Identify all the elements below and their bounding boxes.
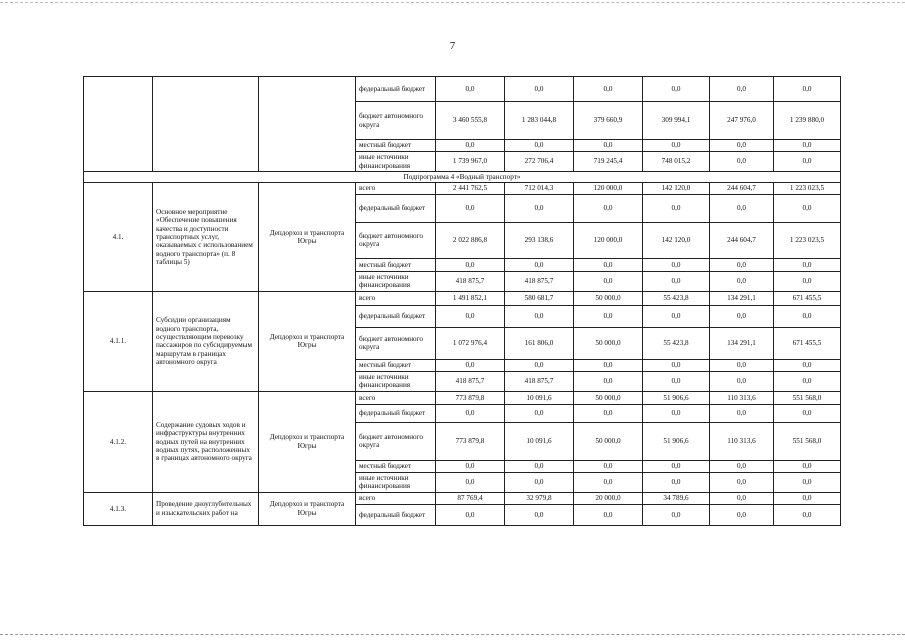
funding-source: федеральный бюджет [356, 194, 436, 222]
value-cell: 0,0 [643, 271, 710, 291]
value-cell: 293 138,6 [505, 222, 574, 258]
value-cell: 0,0 [774, 77, 841, 102]
value-cell: 0,0 [505, 404, 574, 422]
table-row [84, 391, 841, 404]
funding-source: всего [356, 391, 436, 404]
value-cell: 0,0 [710, 371, 774, 391]
value-cell: 0,0 [643, 140, 710, 152]
value-cell: 244 604,7 [710, 222, 774, 258]
subprogram-row [84, 172, 841, 183]
value-cell: 1 072 976,4 [436, 327, 505, 359]
funding-table-body [84, 77, 841, 526]
item-name: Субсидии организациям водного транспорта, осуществляющим перевозку пассажиров по субсидируемым маршрутам в границах автономного округа [153, 291, 259, 391]
value-cell: 1 239 880,0 [774, 102, 841, 140]
value-cell: 748 015,2 [643, 152, 710, 172]
value-cell: 51 906,6 [643, 422, 710, 460]
value-cell: 0,0 [643, 77, 710, 102]
value-cell: 0,0 [574, 359, 643, 371]
value-cell: 0,0 [643, 305, 710, 327]
value-cell: 55 423,8 [643, 291, 710, 305]
value-cell: 0,0 [436, 359, 505, 371]
value-cell: 0,0 [774, 404, 841, 422]
value-cell: 0,0 [436, 140, 505, 152]
scan-top-edge [0, 2, 905, 4]
funding-source: федеральный бюджет [356, 305, 436, 327]
value-cell: 309 994,1 [643, 102, 710, 140]
funding-source: иные источники финансирования [356, 152, 436, 172]
value-cell: 0,0 [710, 359, 774, 371]
value-cell: 0,0 [574, 305, 643, 327]
item-name: Содержание судовых ходов и инфраструктуры внутренних водных путей на внутренних водных путях, расположенных в границах автономного округа [153, 391, 259, 492]
value-cell: 0,0 [574, 472, 643, 492]
value-cell: 0,0 [774, 305, 841, 327]
value-cell: 247 976,0 [710, 102, 774, 140]
value-cell: 719 245,4 [574, 152, 643, 172]
value-cell: 0,0 [774, 152, 841, 172]
value-cell: 0,0 [505, 140, 574, 152]
value-cell: 134 291,1 [710, 291, 774, 305]
value-cell: 0,0 [436, 504, 505, 525]
value-cell: 0,0 [710, 271, 774, 291]
value-cell: 0,0 [505, 305, 574, 327]
responsible-executor: Депдорхоз и транспорта Югры [259, 492, 356, 525]
value-cell: 0,0 [774, 140, 841, 152]
funding-source: федеральный бюджет [356, 404, 436, 422]
funding-source: бюджет автономного округа [356, 222, 436, 258]
value-cell: 0,0 [710, 492, 774, 504]
value-cell: 0,0 [574, 258, 643, 271]
value-cell: 773 879,8 [436, 391, 505, 404]
value-cell: 0,0 [436, 77, 505, 102]
value-cell: 712 014,3 [505, 183, 574, 194]
value-cell: 0,0 [574, 271, 643, 291]
funding-source: бюджет автономного округа [356, 422, 436, 460]
funding-source: федеральный бюджет [356, 77, 436, 102]
page-number: 7 [449, 40, 456, 52]
item-name-cell [153, 77, 259, 172]
value-cell: 142 120,0 [643, 183, 710, 194]
value-cell: 0,0 [710, 460, 774, 472]
funding-source: федеральный бюджет [356, 504, 436, 525]
funding-source: всего [356, 183, 436, 194]
value-cell: 161 806,0 [505, 327, 574, 359]
table-row [84, 291, 841, 305]
value-cell: 0,0 [574, 404, 643, 422]
value-cell: 0,0 [710, 152, 774, 172]
value-cell: 0,0 [643, 404, 710, 422]
value-cell: 120 000,0 [574, 222, 643, 258]
value-cell: 0,0 [643, 258, 710, 271]
value-cell: 418 875,7 [505, 271, 574, 291]
value-cell: 50 000,0 [574, 391, 643, 404]
value-cell: 2 441 762,5 [436, 183, 505, 194]
funding-source: иные источники финансирования [356, 472, 436, 492]
value-cell: 0,0 [710, 258, 774, 271]
value-cell: 0,0 [774, 492, 841, 504]
value-cell: 50 000,0 [574, 422, 643, 460]
value-cell: 0,0 [643, 194, 710, 222]
value-cell: 0,0 [505, 194, 574, 222]
item-number: 4.1.2. [84, 391, 153, 492]
value-cell: 2 022 886,8 [436, 222, 505, 258]
value-cell: 1 223 023,5 [774, 183, 841, 194]
funding-source: иные источники финансирования [356, 271, 436, 291]
value-cell: 10 091,6 [505, 422, 574, 460]
funding-source: местный бюджет [356, 140, 436, 152]
value-cell: 0,0 [710, 504, 774, 525]
value-cell: 0,0 [643, 371, 710, 391]
value-cell: 0,0 [774, 460, 841, 472]
value-cell: 272 706,4 [505, 152, 574, 172]
value-cell: 1 283 044,8 [505, 102, 574, 140]
value-cell: 120 000,0 [574, 183, 643, 194]
funding-source: всего [356, 492, 436, 504]
value-cell: 0,0 [774, 258, 841, 271]
item-number: 4.1. [84, 183, 153, 291]
value-cell: 0,0 [710, 305, 774, 327]
value-cell: 0,0 [710, 77, 774, 102]
value-cell: 418 875,7 [436, 271, 505, 291]
value-cell: 580 681,7 [505, 291, 574, 305]
item-number: 4.1.3. [84, 492, 153, 525]
value-cell: 50 000,0 [574, 291, 643, 305]
scan-bottom-edge [0, 634, 905, 636]
value-cell: 418 875,7 [505, 371, 574, 391]
funding-table [83, 76, 841, 526]
value-cell: 551 568,0 [774, 422, 841, 460]
item-number: 4.1.1. [84, 291, 153, 391]
value-cell: 0,0 [710, 404, 774, 422]
value-cell: 0,0 [574, 504, 643, 525]
item-name: Основное мероприятие «Обеспечение повышения качества и доступности транспортных услуг, оказываемых с использованием водного транспорта» (п. 8 таблицы 5) [153, 183, 259, 291]
value-cell: 244 604,7 [710, 183, 774, 194]
table-row [84, 77, 841, 102]
responsible-executor: Депдорхоз и транспорта Югры [259, 291, 356, 391]
value-cell: 110 313,6 [710, 422, 774, 460]
value-cell: 0,0 [505, 77, 574, 102]
responsible-executor: Депдорхоз и транспорта Югры [259, 183, 356, 291]
value-cell: 551 568,0 [774, 391, 841, 404]
value-cell: 0,0 [505, 359, 574, 371]
value-cell: 110 313,6 [710, 391, 774, 404]
value-cell: 0,0 [643, 504, 710, 525]
value-cell: 0,0 [436, 460, 505, 472]
value-cell: 0,0 [574, 140, 643, 152]
value-cell: 0,0 [710, 140, 774, 152]
value-cell: 379 660,9 [574, 102, 643, 140]
value-cell: 671 455,5 [774, 291, 841, 305]
value-cell: 50 000,0 [574, 327, 643, 359]
value-cell: 0,0 [643, 460, 710, 472]
value-cell: 3 460 555,8 [436, 102, 505, 140]
value-cell: 1 223 023,5 [774, 222, 841, 258]
value-cell: 134 291,1 [710, 327, 774, 359]
value-cell: 87 769,4 [436, 492, 505, 504]
funding-source: бюджет автономного округа [356, 102, 436, 140]
item-number-cell [84, 77, 153, 172]
value-cell: 0,0 [574, 460, 643, 472]
value-cell: 0,0 [505, 258, 574, 271]
funding-source: местный бюджет [356, 359, 436, 371]
value-cell: 0,0 [574, 194, 643, 222]
value-cell: 0,0 [774, 271, 841, 291]
value-cell: 0,0 [436, 258, 505, 271]
value-cell: 0,0 [774, 504, 841, 525]
table-row [84, 492, 841, 504]
value-cell: 1 739 967,0 [436, 152, 505, 172]
value-cell: 0,0 [574, 371, 643, 391]
funding-source: местный бюджет [356, 258, 436, 271]
value-cell: 55 423,8 [643, 327, 710, 359]
value-cell: 0,0 [643, 472, 710, 492]
value-cell: 142 120,0 [643, 222, 710, 258]
subprogram-title: Подпрограмма 4 «Водный транспорт» [84, 172, 841, 183]
value-cell: 0,0 [436, 194, 505, 222]
value-cell: 0,0 [710, 194, 774, 222]
value-cell: 418 875,7 [436, 371, 505, 391]
value-cell: 51 906,6 [643, 391, 710, 404]
value-cell: 0,0 [774, 194, 841, 222]
value-cell: 0,0 [774, 359, 841, 371]
value-cell: 0,0 [643, 359, 710, 371]
item-name: Проведение дноуглубительных и изыскательских работ на [153, 492, 259, 525]
value-cell: 0,0 [505, 460, 574, 472]
value-cell: 0,0 [505, 472, 574, 492]
value-cell: 10 091,6 [505, 391, 574, 404]
funding-source: иные источники финансирования [356, 371, 436, 391]
value-cell: 34 789,6 [643, 492, 710, 504]
value-cell: 0,0 [774, 472, 841, 492]
value-cell: 0,0 [436, 404, 505, 422]
value-cell: 32 979,8 [505, 492, 574, 504]
table-row [84, 183, 841, 194]
value-cell: 0,0 [574, 77, 643, 102]
value-cell: 1 491 852,1 [436, 291, 505, 305]
value-cell: 20 000,0 [574, 492, 643, 504]
value-cell: 0,0 [505, 504, 574, 525]
value-cell: 0,0 [710, 472, 774, 492]
value-cell: 0,0 [436, 472, 505, 492]
funding-source: всего [356, 291, 436, 305]
funding-source: бюджет автономного округа [356, 327, 436, 359]
responsible-executor: Депдорхоз и транспорта Югры [259, 391, 356, 492]
value-cell: 773 879,8 [436, 422, 505, 460]
responsible-cell [259, 77, 356, 172]
value-cell: 0,0 [436, 305, 505, 327]
value-cell: 0,0 [774, 371, 841, 391]
value-cell: 671 455,5 [774, 327, 841, 359]
funding-source: местный бюджет [356, 460, 436, 472]
